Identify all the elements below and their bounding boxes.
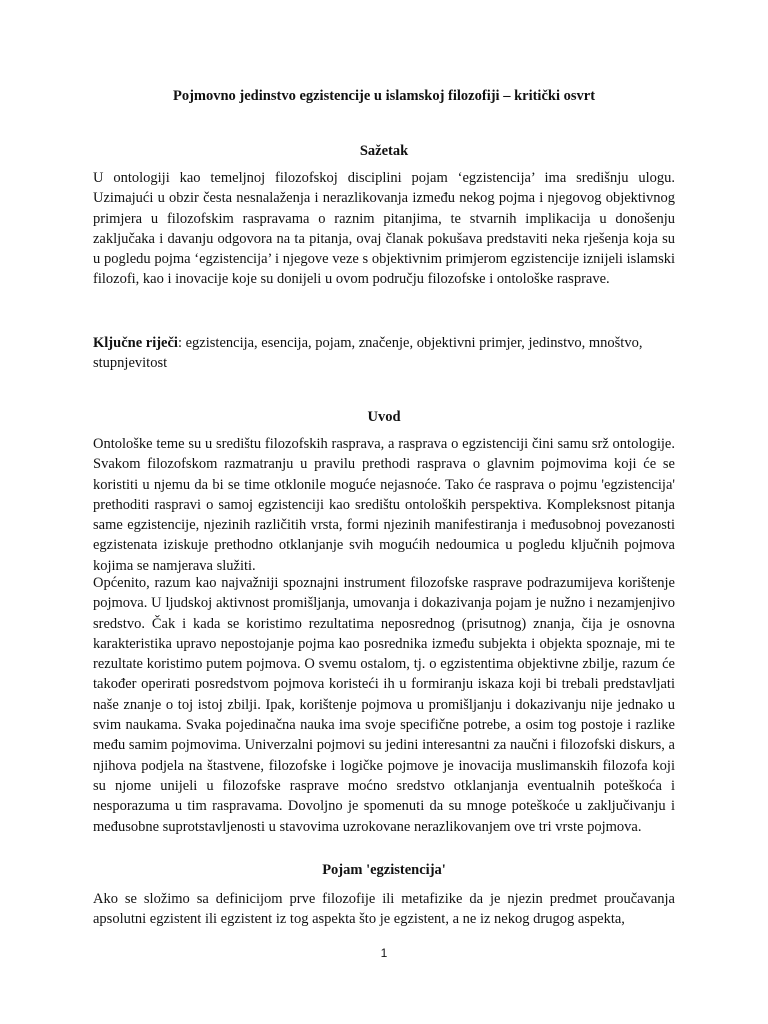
introduction-heading: Uvod xyxy=(367,409,401,425)
abstract-heading: Sažetak xyxy=(359,143,409,159)
introduction-paragraph-2-block xyxy=(93,573,675,837)
section-paragraph: Ako se složimo sa definicijom prve filozofije ili metafizike da je njezin predmet proučavanja apsolutni egzistent ili egzistent iz tog aspekta što je egzistent, a ne iz nekog drugog aspekta, xyxy=(93,891,675,928)
page-number: 1 xyxy=(380,946,388,960)
keywords-label: Ključne riječi xyxy=(93,335,178,351)
abstract-paragraph: U ontologiji kao temeljnoj filozofskoj disciplini pojam ‘egzistencija’ ima središnju ulogu. Uzimajući u obzir česta nesnalaženja i nerazlikovanja između nekog pojma i njegovog objektivnog primjera u filozofskim raspravama o raznim pitanjima, te stvarnih implikacija u donošenju zaključaka i davanju odgovora na ta pitanja, ovaj članak pokušava predstaviti neka rješenja koja su u pogledu pojma ‘egzistencija’ i njegove veze s objektivnim primjerom egzistencije iznijeli islamski filozofi, kao i inovacije koje su donijeli u ovom području filozofske i ontološke rasprave. xyxy=(93,170,675,288)
section-heading: Pojam 'egzistencija' xyxy=(322,862,446,878)
introduction-paragraph-1-block xyxy=(93,434,675,576)
section-body xyxy=(93,889,675,930)
introduction-paragraph-2: Općenito, razum kao najvažniji spoznajni instrument filozofske rasprave podrazumijeva korištenje pojmova. U ljudskoj aktivnost promišljanja, umovanja i dokazivanja pojam je nužno i nezamjenjivo sredstvo. Čak i kada se koristimo rezultatima neposrednog (prisutnog) znanja, čija je osnovna karakteristika upravo nepostojanje pojma kao posrednika između subjekta i objekta spoznaje, mi te rezultate koristimo putem pojmova. O svemu ostalom, tj. o egzistentima objektivne zbilje, razum će također operirati posredstvom pojmova koristeći ih u formiranju iskaza koji bi trebali predstavljati naše znanje o toj istoj zbilji. Ipak, korištenje pojmova u promišljanju i dokazivanju nije jednako u svim naukama. Svaka pojedinačna nauka ima svoje specifične potrebe, a osim tog postoje i razlike među samim pojmovima. Univerzalni pojmovi su jedini interesantni za naučni i filozofski diskurs, a njihova podjela na štastvene, filozofske i logičke pojmove je inovacija muslimanskih filozofa koji su njome unijeli u filozofske rasprave moćno sredstvo otklanjanja eventualnih poteškoća i nesporazuma u tim raspravama. Dovoljno je spomenuti da su mnoge poteškoće u zaključivanju i međusobne suprotstavljenosti u stavovima uzrokovane nerazlikovanjem ove tri vrste pojmova. xyxy=(93,575,675,835)
keywords-block xyxy=(93,333,675,374)
abstract-body xyxy=(93,168,675,290)
keywords-paragraph xyxy=(93,333,675,374)
keywords-text: : egzistencija, esencija, pojam, značenje, objektivni primjer, jedinstvo, mnoštvo, stupnjevitost xyxy=(93,335,643,372)
document-title: Pojmovno jedinstvo egzistencije u islamskoj filozofiji – kritički osvrt xyxy=(172,88,596,104)
introduction-paragraph-1: Ontološke teme su u središtu filozofskih rasprava, a rasprava o egzistenciji čini samu srž ontologije. Svakom filozofskom razmatranju u pravilu prethodi rasprava o glavnim pojmovima koji će se koristiti u njemu da bi se time otklonile moguće nejasnoće. Tako će rasprava o pojmu 'egzistencija' prethoditi raspravi o samoj egzistenciji kao središtu ontoloških perspektiva. Kompleksnost pitanja same egzistencije, njezinih različitih vrsta, formi njezinih manifestiranja i međusobnoj povezanosti egzistenata iziskuje prethodno otklanjanje svih mogućih nedoumica u pogledu ključnih pojmova kojima se namjerava služiti. xyxy=(93,436,675,574)
